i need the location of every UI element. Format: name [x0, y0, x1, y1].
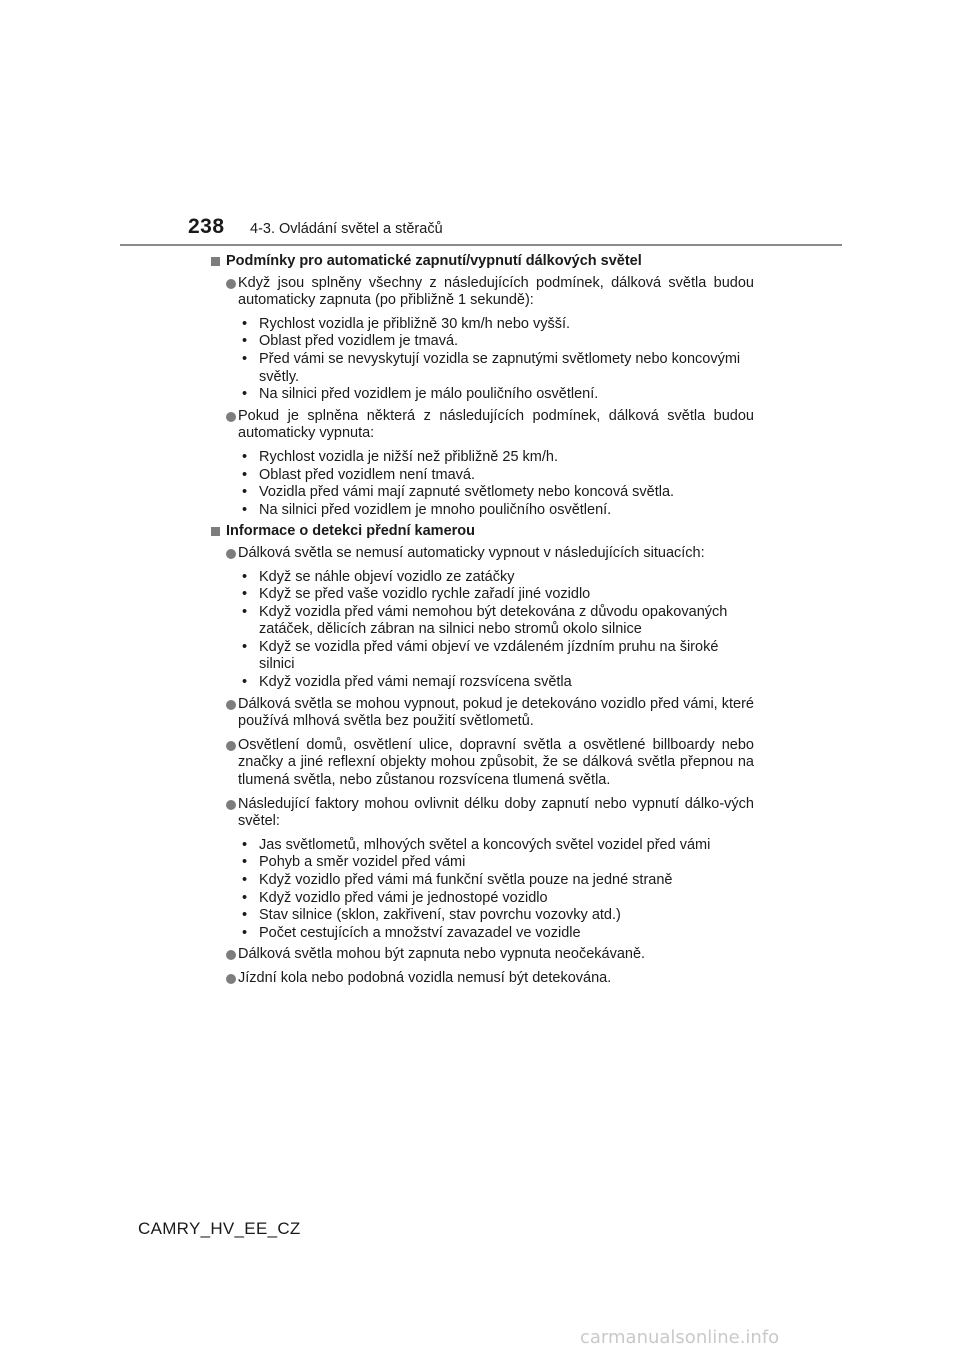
list-item [210, 545, 754, 563]
bullet-icon: • [242, 568, 248, 585]
sub-list-item [210, 854, 754, 872]
circle-bullet-icon [226, 950, 236, 960]
list-item [210, 275, 754, 310]
circle-bullet-icon [226, 800, 236, 810]
bullet-icon: • [242, 501, 248, 518]
section-heading [210, 523, 754, 541]
sub-item-text: Počet cestujících a množství zavazadel ve vozidle [259, 924, 581, 941]
sub-list-item [210, 351, 754, 386]
model-code: CAMRY_HV_EE_CZ [138, 1219, 301, 1238]
bullet-icon: • [242, 854, 248, 871]
sub-list-item [210, 484, 754, 502]
section-title: 4-3. Ovládání světel a stěračů [250, 221, 443, 237]
bullet-icon: • [242, 333, 248, 350]
sub-list [210, 449, 754, 519]
list-item [210, 796, 754, 831]
point-text: Následující faktory mohou ovlivnit délku doby zapnutí nebo vypnutí dálko-vých světel: [238, 795, 754, 830]
sub-item-text: Když vozidlo před vámi je jednostopé vozidlo [259, 889, 548, 906]
point-text: Osvětlení domů, osvětlení ulice, dopravní světla a osvětlené billboardy nebo značky a jiné reflexní objekty mohou způsobit, že se dálková světla přepnou na tlumená světla, nebo zůstanou rozsvícena tlumená světla. [238, 736, 754, 789]
sub-item-text: Oblast před vozidlem není tmavá. [259, 466, 475, 483]
point-text: Dálková světla se mohou vypnout, pokud je detekováno vozidlo před vámi, které používá mlhová světla bez použití světlometů. [238, 695, 754, 730]
bullet-icon: • [242, 836, 248, 853]
sub-list-item [210, 837, 754, 855]
sub-list [210, 569, 754, 692]
section-heading [210, 253, 754, 271]
sub-list-item [210, 674, 754, 692]
bullet-icon: • [242, 674, 248, 691]
sub-item-text: Když se před vaše vozidlo rychle zařadí jiné vozidlo [259, 586, 591, 603]
sub-list-item [210, 467, 754, 485]
watermark: carmanualsonline.info [580, 1327, 780, 1348]
sub-item-text: Na silnici před vozidlem je mnoho pouličního osvětlení. [259, 501, 612, 518]
circle-bullet-icon [226, 279, 236, 289]
list-item [210, 946, 754, 964]
list-item [210, 408, 754, 443]
sub-item-text: Stav silnice (sklon, zakřivení, stav povrchu vozovky atd.) [259, 907, 621, 924]
page-number: 238 [188, 215, 225, 238]
sub-list-item [210, 586, 754, 604]
sub-item-text: Oblast před vozidlem je tmavá. [259, 333, 459, 350]
sub-item-text: Rychlost vozidla je nižší než přibližně 25 km/h. [259, 448, 558, 465]
bullet-icon: • [242, 484, 248, 501]
bullet-icon: • [242, 603, 248, 620]
sub-item-text: Rychlost vozidla je přibližně 30 km/h nebo vyšší. [259, 315, 571, 332]
bullet-icon: • [242, 889, 248, 906]
header-rule [120, 244, 842, 246]
point-text: Dálková světla se nemusí automaticky vypnout v následujících situacích: [238, 544, 705, 561]
sub-list-item [210, 316, 754, 334]
sub-item-text: Když vozidla před vámi nemohou být detekována z důvodu opakovaných zatáček, dělicích zábran na silnici nebo stromů okolo silnice [259, 603, 728, 638]
sub-item-text: Když se vozidla před vámi objeví ve vzdáleném jízdním pruhu na široké silnici [259, 638, 719, 673]
sub-item-text: Vozidla před vámi mají zapnuté světlomety nebo koncová světla. [259, 484, 675, 501]
bullet-icon: • [242, 466, 248, 483]
sub-list-item [210, 502, 754, 520]
section-heading-text: Podmínky pro automatické zapnutí/vypnutí dálkových světel [226, 253, 642, 269]
bullet-icon: • [242, 907, 248, 924]
section-heading-text: Informace o detekci přední kamerou [226, 523, 475, 540]
sub-list-item [210, 639, 754, 674]
square-bullet-icon [211, 257, 220, 266]
circle-bullet-icon [226, 700, 236, 710]
sub-item-text: Když vozidlo před vámi má funkční světla pouze na jedné straně [259, 872, 673, 888]
bullet-icon: • [242, 448, 248, 465]
point-text: Jízdní kola nebo podobná vozidla nemusí být detekována. [238, 969, 612, 986]
sub-item-text: Jas světlometů, mlhových světel a koncových světel vozidel před vámi [259, 836, 711, 853]
sub-list-item [210, 386, 754, 404]
bullet-icon: • [242, 924, 248, 941]
circle-bullet-icon [226, 974, 236, 984]
bullet-icon: • [242, 872, 248, 888]
point-text: Pokud je splněna některá z následujících podmínek, dálková světla budou automaticky vypnuta: [238, 407, 754, 442]
list-item [210, 696, 754, 731]
circle-bullet-icon [226, 741, 236, 751]
circle-bullet-icon [226, 549, 236, 559]
sub-list-item [210, 569, 754, 587]
point-text: Dálková světla mohou být zapnuta nebo vypnuta neočekávaně. [238, 946, 646, 963]
sub-list-item [210, 925, 754, 943]
sub-list-item [210, 890, 754, 908]
circle-bullet-icon [226, 412, 236, 422]
sub-list-item [210, 449, 754, 467]
sub-list-item [210, 907, 754, 925]
sub-item-text: Když vozidla před vámi nemají rozsvícena světla [259, 674, 572, 691]
list-item [210, 737, 754, 790]
square-bullet-icon [211, 527, 220, 536]
bullet-icon: • [242, 315, 248, 332]
sub-item-text: Před vámi se nevyskytují vozidla se zapnutými světlomety nebo koncovými světly. [259, 350, 741, 385]
point-text: Když jsou splněny všechny z následujících podmínek, dálková světla budou automaticky zapnuta (po přibližně 1 sekundě): [238, 274, 754, 309]
bullet-icon: • [242, 586, 248, 603]
sub-item-text: Pohyb a směr vozidel před vámi [259, 854, 466, 871]
bullet-icon: • [242, 638, 248, 655]
bullet-icon: • [242, 386, 248, 403]
bullet-icon: • [242, 350, 248, 367]
sub-list [210, 837, 754, 943]
content [210, 253, 754, 994]
sub-list-item [210, 872, 754, 890]
sub-item-text: Na silnici před vozidlem je málo pouličního osvětlení. [259, 386, 599, 403]
list-item [210, 970, 754, 988]
sub-item-text: Když se náhle objeví vozidlo ze zatáčky [259, 568, 515, 585]
sub-list-item [210, 333, 754, 351]
sub-list-item [210, 604, 754, 639]
sub-list [210, 316, 754, 404]
